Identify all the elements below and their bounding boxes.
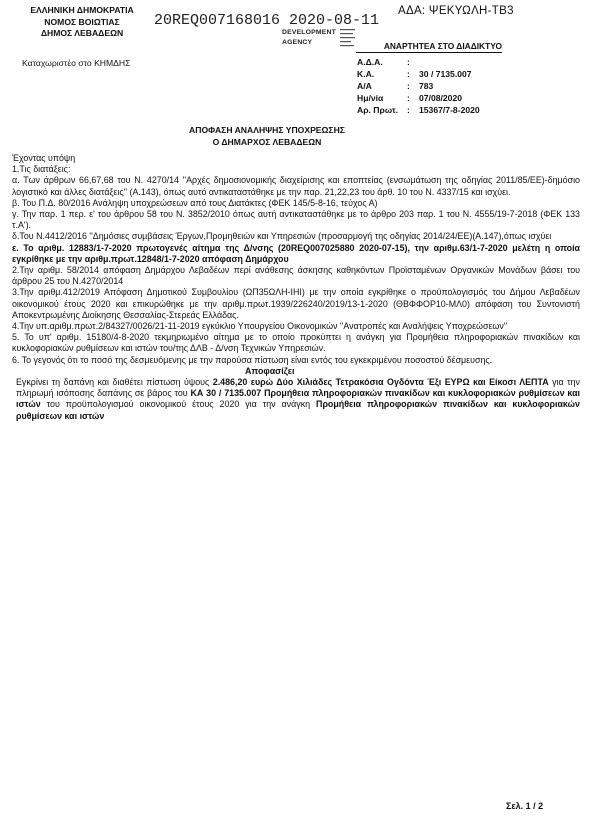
document-title [117, 124, 417, 148]
title-line-mayor: Ο ΔΗΜΑΡΧΟΣ ΛΕΒΑΔΕΩΝ [212, 137, 322, 147]
info-label: Α/Α [357, 81, 372, 91]
issuer-line-municipality: ΔΗΜΟΣ ΛΕΒΑΔΕΩΝ [40, 28, 124, 39]
info-value: 783 [419, 81, 434, 91]
decision-heading: Αποφασίζει [245, 365, 295, 376]
info-separator: : [407, 81, 410, 91]
info-separator: : [407, 93, 410, 103]
page-number: Σελ. 1 / 2 [506, 801, 544, 811]
consideration-item: 5. Το υπ' αριθμ. 15180/4-8-2020 τεκμηριωμένο αίτημα με το οποίο προκύπτει η ανάγκη για Προμήθεια πληροφοριακών πινακίδων και κυκλοφοριακών ρυθμίσεων και ιστών του/της ΔΛΒ - Δ/νση Τεχνικών Υπηρεσιών. [12, 332, 580, 354]
info-value: 07/08/2020 [419, 93, 463, 103]
info-value: 30 / 7135.007 [419, 69, 472, 79]
info-row-ada [357, 57, 507, 69]
consideration-item: 2.Την αριθμ. 58/2014 απόφαση Δημάρχου Λεβαδέων περί ανάθεσης άσκησης καθηκόντων Προϊσταμένων Οργανικών Μονάδων βάσει του άρθρου 25 του Ν.4270/2014 [12, 265, 580, 287]
considerations-intro: Έχοντας υπόψη [12, 153, 76, 163]
issuer-header [18, 5, 146, 40]
posting-notice: ΑΝΑΡΤΗΤΕΑ ΣΤΟ ΔΙΑΔΙΚΤΥΟ [356, 40, 502, 53]
info-row-aa [357, 81, 507, 93]
decision-purpose: Προμήθεια πληροφοριακών πινακίδων και κυκλοφοριακών ρυθμίσεων και ιστών [16, 399, 580, 421]
issuer-line-prefecture: ΝΟΜΟΣ ΒΟΙΩΤΙΑΣ [44, 16, 120, 27]
decision-amount-words: Δύο Χιλιάδες Τετρακόσια Ογδόντα Έξι ΕΥΡΩ και Είκοσι ΛΕΠΤΑ [273, 377, 549, 388]
consideration-item: 6. Το γεγονός ότι το ποσό της δεσμευόμενης με την παρούσα πίστωση είναι εντός του εγκεκριμένου ποσοστού δέσμευσης. [12, 354, 493, 365]
provision-item: α. Των άρθρων 66,67,68 του Ν. 4270/14 ''Αρχές δημοσιονομικής διαχείρισης και εποπτείας (ενσωμάτωση της οδηγίας 2011/85/ΕΕ)-δημόσιο λογιστικό και άλλες διατάξεις'' (Α.143), όπως αυτό αντικαταστάθηκε με την παρ. 21,22,23 του άρθ. 10 του Ν. 4337/15 και ισχύει. [12, 175, 580, 197]
provision-item: δ.Του Ν.4412/2016 ''Δημόσιες συμβάσεις Έργων,Προμηθειών και Υπηρεσιών (προσαρμογή της οδηγίας 2014/24/ΕΕ)(Α.147),όπως ισχύει [12, 231, 552, 242]
issuer-line-republic: ΕΛΛΗΝΙΚΗ ΔΗΜΟΚΡΑΤΙΑ [30, 5, 134, 15]
logo-line-agency: AGENCY [282, 39, 313, 46]
decision-text: Εγκρίνει τη δαπάνη και διαθέτει πίστωση ύψους [16, 377, 213, 388]
ada-code: ΑΔΑ: ΨΕΚΥΩΛΗ-ΤΒ3 [398, 5, 514, 17]
reference-info-table [357, 57, 507, 117]
info-label: Αρ. Πρωτ. [357, 105, 399, 115]
info-separator: : [407, 57, 410, 67]
info-separator: : [407, 105, 410, 115]
info-value [419, 57, 507, 69]
consideration-item: 3.Την αριθμ.412/2019 Απόφαση Δημοτικού Συμβουλίου (ΩΠ35ΩΛΗ-ΙΗΙ) με την οποία εγκρίθηκε ο προϋπολογισμός του Δήμου Λεβαδέων οικονομικού έτους 2020 και επικυρώθηκε με την αριθμ.πρωτ.1939/226240/2019/13-1-2020 (ΘΒΦΦΟΡ10-ΜΛ0) απόφαση του Συντονιστή Αποκεντρωμένης Διοίκησης Θεσσαλίας-Στερεάς Ελλάδας. [12, 287, 580, 320]
decision-paragraph [12, 377, 580, 422]
title-line-decision: ΑΠΟΦΑΣΗ ΑΝΑΛΗΨΗΣ ΥΠΟΧΡΕΩΣΗΣ [189, 125, 345, 135]
consideration-item: 4.Την υπ.αριθμ.πρωτ.2/84327/0026/21-11-2019 εγκύκλιο Υπουργείου Οικονομικών ''Ανατροπές και Αναλήψεις Υποχρεώσεων'' [12, 321, 508, 332]
info-row-ka [357, 69, 507, 81]
agency-logo [282, 14, 356, 50]
info-label: Κ.Α. [357, 69, 375, 79]
info-label: Ημ/νία [357, 93, 384, 103]
decision-text: του προϋπολογισμού οικονομικού έτους 2020 για την ανάγκη [40, 399, 317, 410]
logo-fine-print-icon [340, 28, 356, 48]
decision-budget-code: ΚΑ 30 / 7135.007 Προμήθεια πληροφοριακών πινακίδων και κυκλοφοριακών ρυθμίσεων και ιστών [16, 388, 580, 410]
provision-item: ε. Το αριθμ. 12883/1-7-2020 πρωτογενές αίτημα της Δ/νσης (20REQ007025880 2020-07-15), την αριθμ.63/1-7-2020 μελέτη η οποία εγκρίθηκε με την αριθμ.πρωτ.12848/1-7-2020 απόφαση Δημάρχου [12, 242, 580, 264]
logo-line-development: DEVELOPMENT [282, 29, 336, 36]
provision-item: β. Του Π.Δ. 80/2016 Ανάληψη υποχρεώσεων από τους Διατάκτες (ΦΕΚ 145/5-8-16, τεύχος Α) [12, 197, 378, 208]
request-stamp: 20REQ007168016 2020-08-11 [154, 12, 380, 29]
decision-text: για την πληρωμή ισόποσης δαπάνης σε βάρος του [16, 377, 580, 399]
provision-item: γ. Την παρ. 1 περ. ε' του άρθρου 58 του Ν. 3852/2010 όπως αυτή αντικαταστάθηκε με το άρθρο 203 παρ. 1 του Ν. 4555/19-7-2018 (ΦΕΚ 133 τ.Α'). [12, 209, 580, 231]
info-row-date [357, 93, 507, 105]
info-label: Α.Δ.Α. [357, 57, 383, 67]
document-body [12, 153, 580, 422]
registry-note: Καταχωριστέο στο ΚΗΜΔΗΣ [22, 58, 131, 68]
info-row-protocol [357, 105, 507, 117]
decision-amount: 2.486,20 ευρώ [212, 377, 274, 388]
provisions-heading: 1.Τις διατάξεις: [12, 164, 71, 175]
info-value: 15367/7-8-2020 [419, 105, 480, 115]
info-separator: : [407, 69, 410, 79]
